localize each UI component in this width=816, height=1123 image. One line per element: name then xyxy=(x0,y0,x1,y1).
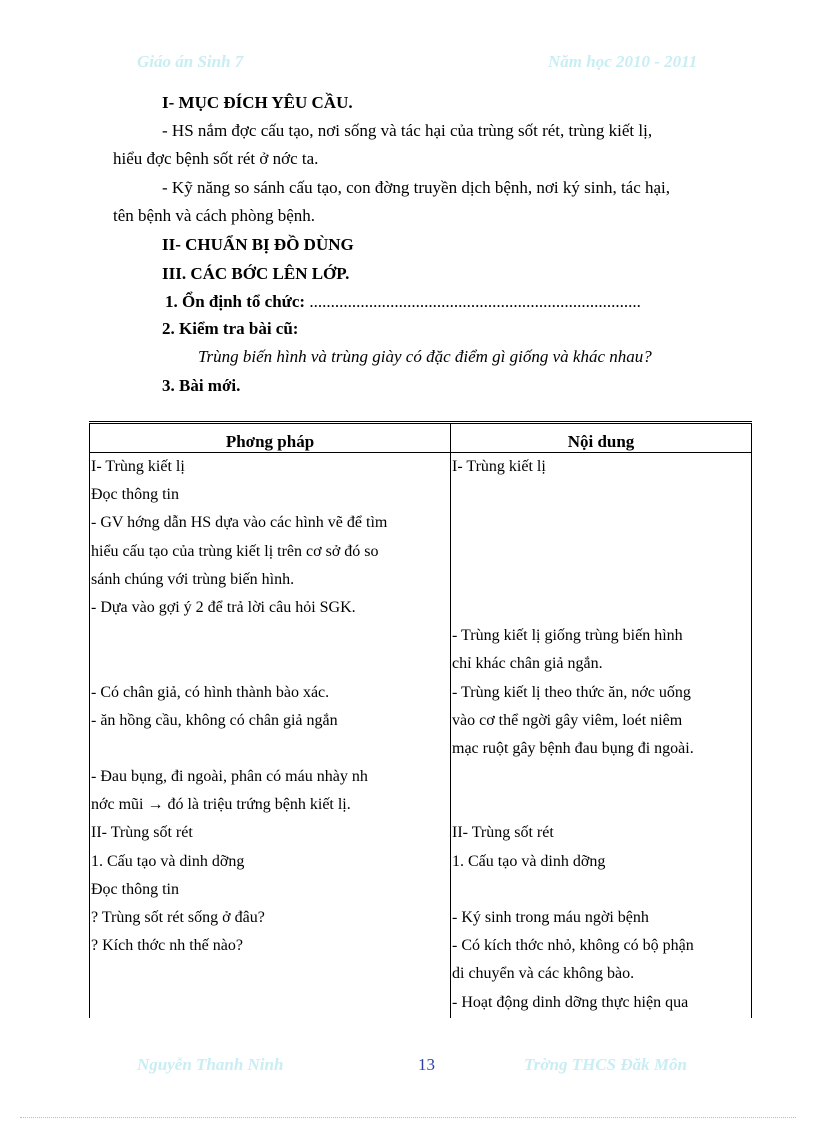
content-line xyxy=(452,594,751,622)
lesson-table xyxy=(89,421,752,1018)
content-line xyxy=(452,509,751,537)
method-line xyxy=(91,622,450,650)
content-line: - Trùng kiết lị theo thức ăn, nớc uống xyxy=(452,683,691,701)
table-header-row xyxy=(90,423,752,453)
content-line: di chuyển và các không bào. xyxy=(452,965,635,983)
content-line: - Hoạt động dinh dỡng thực hiện qua xyxy=(452,993,689,1011)
paragraph-2-line-2: tên bệnh và cách phòng bệnh. xyxy=(113,206,316,225)
step-1-label: 1. Ổn định tổ chức: xyxy=(165,292,306,311)
column-header-method: Phơng pháp xyxy=(90,423,451,453)
content-line: chỉ khác chân giả ngắn. xyxy=(452,655,603,673)
method-line: - Đau bụng, đi ngoài, phân có máu nhày nh xyxy=(91,768,368,786)
method-line: 1. Cấu tạo và dinh dỡng xyxy=(91,852,245,870)
method-line: I- Trùng kiết lị xyxy=(91,458,185,475)
content-line xyxy=(452,791,751,819)
column-header-content: Nội dung xyxy=(451,423,752,453)
method-line xyxy=(91,650,450,678)
content-line: - Trùng kiết lị giống trùng biến hình xyxy=(452,627,683,645)
paragraph-1-line-1: - HS nắm đợc cấu tạo, nơi sống và tác hại của trùng sốt rét, trùng kiết lị, xyxy=(162,121,653,140)
table-row xyxy=(90,453,752,1019)
method-line: Đọc thông tin xyxy=(91,486,179,504)
method-line: Đọc thông tin xyxy=(91,880,179,898)
method-line xyxy=(91,960,450,988)
content-line: - Ký sinh trong máu ngời bệnh xyxy=(452,909,649,926)
section-heading-materials: II- CHUẨN BỊ ĐỒ DÙNG xyxy=(162,235,354,254)
content-line xyxy=(452,876,751,904)
content-line xyxy=(452,481,751,509)
paragraph-2-line-1: - Kỹ năng so sánh cấu tạo, con đờng truyền dịch bệnh, nơi ký sinh, tác hại, xyxy=(162,178,671,197)
content-line xyxy=(452,538,751,566)
step-1-dots: .............................................................................. xyxy=(305,292,641,311)
method-line: ? Kích thớc nh thế nào? xyxy=(91,937,243,955)
section-heading-objectives: I- MỤC ĐÍCH YÊU CẦU. xyxy=(162,93,353,112)
step-2: 2. Kiểm tra bài cũ: xyxy=(162,319,299,338)
footer-author: Nguyễn Thanh Ninh xyxy=(137,1055,284,1074)
header-right: Năm học 2010 - 2011 xyxy=(548,52,698,71)
content-cell xyxy=(451,453,752,1019)
section-heading-procedure: III. CÁC BỚC LÊN LỚP. xyxy=(162,264,350,283)
method-line xyxy=(91,989,450,1017)
page-break-rule xyxy=(20,1117,796,1118)
method-line: - Có chân giả, có hình thành bào xác. xyxy=(91,683,330,701)
method-line: - ăn hồng cầu, không có chân giả ngắn xyxy=(91,711,338,729)
step-1 xyxy=(165,292,641,312)
content-line: - Có kích thớc nhỏ, không có bộ phận xyxy=(452,937,694,955)
content-line: mạc ruột gây bệnh đau bụng đi ngoài. xyxy=(452,739,694,757)
method-line xyxy=(91,735,450,763)
method-line: - Dựa vào gợi ý 2 để trả lời câu hỏi SGK. xyxy=(91,598,356,616)
content-line: II- Trùng sốt rét xyxy=(452,824,554,842)
method-line: hiểu cấu tạo của trùng kiết lị trên cơ sở đó so xyxy=(91,542,379,560)
header-left: Giáo án Sinh 7 xyxy=(137,52,244,71)
step-2-question: Trùng biến hình và trùng giày có đặc điểm gì giống và khác nhau? xyxy=(198,347,652,366)
method-line: II- Trùng sốt rét xyxy=(91,824,193,842)
content-line xyxy=(452,566,751,594)
method-line: nớc mũi → đó là triệu trứng bệnh kiết lị. xyxy=(91,796,351,814)
step-3: 3. Bài mới. xyxy=(162,376,241,395)
page-number: 13 xyxy=(418,1055,435,1074)
content-line: 1. Cấu tạo và dinh dỡng xyxy=(452,852,606,870)
footer-school: Trờng THCS Đăk Môn xyxy=(524,1055,687,1074)
method-line: sánh chúng với trùng biến hình. xyxy=(91,570,295,588)
content-line: vào cơ thể ngời gây viêm, loét niêm xyxy=(452,711,683,729)
content-line: I- Trùng kiết lị xyxy=(452,458,546,475)
method-line: - GV hớng dẫn HS dựa vào các hình vẽ để tìm xyxy=(91,514,388,532)
paragraph-1-line-2: hiểu đợc bệnh sốt rét ở nớc ta. xyxy=(113,149,319,168)
method-line: ? Trùng sốt rét sống ở đâu? xyxy=(91,909,265,926)
method-cell xyxy=(90,453,451,1019)
content-line xyxy=(452,763,751,791)
